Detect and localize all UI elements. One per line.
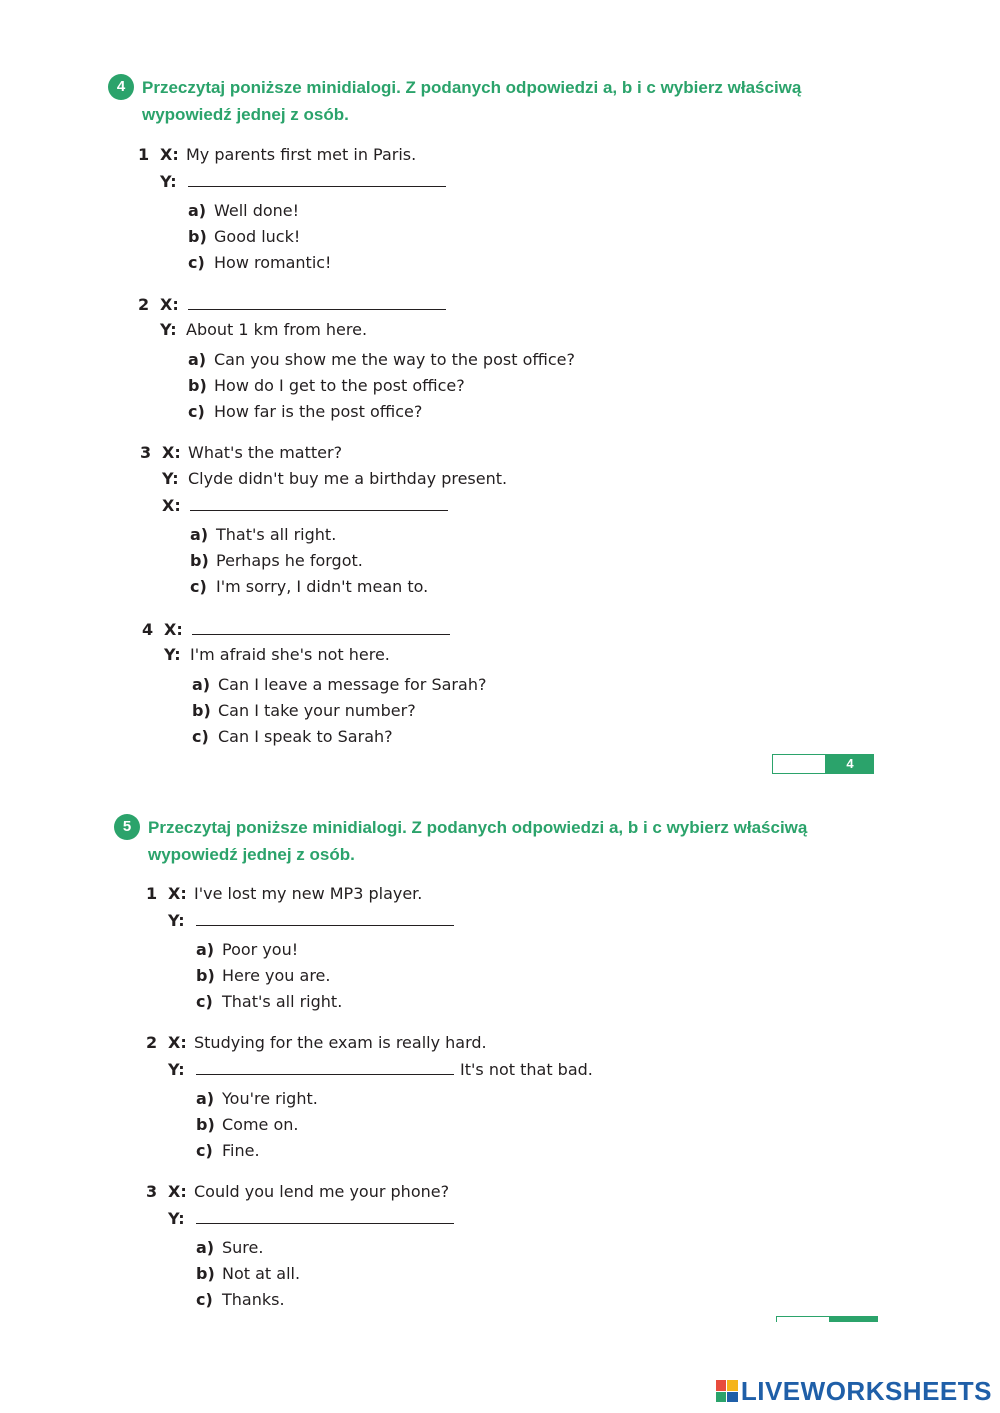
option-b[interactable]: b) Here you are. xyxy=(196,966,331,985)
item-number: 1 xyxy=(146,884,158,903)
dialog-line: Studying for the exam is really hard. xyxy=(194,1033,487,1052)
option-a[interactable]: a) Can you show me the way to the post office? xyxy=(188,350,575,369)
task-4-instruction: Przeczytaj poniższe minidialogi. Z podanych odpowiedzi a, b i c wybierz właściwą wypowiedź jednej z osób. xyxy=(142,78,802,124)
option-b[interactable]: b) How do I get to the post office? xyxy=(188,376,465,395)
option-c[interactable]: c) Can I speak to Sarah? xyxy=(192,727,393,746)
dialog-line: About 1 km from here. xyxy=(186,320,368,339)
speaker-y: Y: xyxy=(168,911,185,930)
speaker-x: X: xyxy=(160,295,179,314)
option-a[interactable]: a) That's all right. xyxy=(190,525,337,544)
item-number: 3 xyxy=(140,443,152,462)
options-list xyxy=(188,347,575,425)
task-4-item-1 xyxy=(138,142,452,276)
task-5-item-3 xyxy=(146,1179,460,1313)
item-number: 2 xyxy=(138,295,150,314)
speaker-y: Y: xyxy=(168,1060,185,1079)
option-c[interactable]: c) I'm sorry, I didn't mean to. xyxy=(190,577,429,596)
options-list xyxy=(188,198,452,276)
option-b[interactable]: b) Perhaps he forgot. xyxy=(190,551,363,570)
option-c[interactable]: c) Thanks. xyxy=(196,1290,285,1309)
dialog-line: My parents first met in Paris. xyxy=(186,145,417,164)
task-4-item-2 xyxy=(138,291,575,425)
answer-blank[interactable] xyxy=(192,616,450,635)
speaker-x: X: xyxy=(168,1033,187,1052)
task-4-number-badge: 4 xyxy=(108,74,134,100)
task-5-instruction: Przeczytaj poniższe minidialogi. Z podanych odpowiedzi a, b i c wybierz właściwą wypowiedź jednej z osób. xyxy=(148,818,808,864)
option-a[interactable]: a) You're right. xyxy=(196,1089,318,1108)
dialog-line: I've lost my new MP3 player. xyxy=(194,884,423,903)
task-4-score-box xyxy=(772,754,874,774)
liveworksheets-logo-icon xyxy=(716,1380,738,1402)
dialog-line: I'm afraid she's not here. xyxy=(190,645,390,664)
dialog-line: Could you lend me your phone? xyxy=(194,1182,450,1201)
answer-blank[interactable] xyxy=(188,168,446,187)
item-number: 1 xyxy=(138,145,150,164)
answer-blank[interactable] xyxy=(188,291,446,310)
speaker-y: Y: xyxy=(160,320,177,339)
options-list xyxy=(190,522,507,600)
dialog-line: What's the matter? xyxy=(188,443,343,462)
speaker-x: X: xyxy=(162,496,181,515)
speaker-y: Y: xyxy=(164,645,181,664)
options-list xyxy=(196,1235,460,1313)
answer-blank[interactable] xyxy=(190,492,448,511)
brand-watermark xyxy=(716,1377,992,1405)
task-5-item-1 xyxy=(146,881,460,1015)
answer-blank[interactable] xyxy=(196,1205,454,1224)
option-c[interactable]: c) That's all right. xyxy=(196,992,343,1011)
speaker-x: X: xyxy=(164,620,183,639)
task-5-number-badge: 5 xyxy=(114,814,140,840)
option-a[interactable]: a) Sure. xyxy=(196,1238,264,1257)
item-number: 2 xyxy=(146,1033,158,1052)
task-4-header xyxy=(108,74,862,128)
task-4-item-4 xyxy=(142,616,486,750)
speaker-y: Y: xyxy=(168,1209,185,1228)
score-max: 4 xyxy=(826,754,874,774)
option-a[interactable]: a) Poor you! xyxy=(196,940,299,959)
item-number: 3 xyxy=(146,1182,158,1201)
speaker-x: X: xyxy=(162,443,181,462)
option-b[interactable]: b) Can I take your number? xyxy=(192,701,416,720)
speaker-y: Y: xyxy=(162,469,179,488)
task-5-item-2 xyxy=(146,1030,593,1164)
score-field[interactable] xyxy=(772,754,826,774)
speaker-x: X: xyxy=(168,1182,187,1201)
speaker-y: Y: xyxy=(160,172,177,191)
option-b[interactable]: b) Not at all. xyxy=(196,1264,301,1283)
task-4-item-3 xyxy=(140,440,507,600)
score-max-cropped xyxy=(830,1316,878,1322)
speaker-x: X: xyxy=(160,145,179,164)
dialog-line: Clyde didn't buy me a birthday present. xyxy=(188,469,508,488)
option-b[interactable]: b) Good luck! xyxy=(188,227,301,246)
answer-blank[interactable] xyxy=(196,907,454,926)
item-number: 4 xyxy=(142,620,154,639)
option-b[interactable]: b) Come on. xyxy=(196,1115,299,1134)
option-c[interactable]: c) How far is the post office? xyxy=(188,402,423,421)
dialog-line: It's not that bad. xyxy=(460,1060,593,1079)
speaker-x: X: xyxy=(168,884,187,903)
option-a[interactable]: a) Can I leave a message for Sarah? xyxy=(192,675,487,694)
task-5-score-box xyxy=(776,1316,878,1322)
option-c[interactable]: c) Fine. xyxy=(196,1141,260,1160)
score-field[interactable] xyxy=(776,1316,830,1322)
options-list xyxy=(196,937,460,1015)
option-c[interactable]: c) How romantic! xyxy=(188,253,332,272)
brand-name: LIVEWORKSHEETS xyxy=(740,1376,992,1406)
options-list xyxy=(196,1086,593,1164)
answer-blank[interactable] xyxy=(196,1056,454,1075)
options-list xyxy=(192,672,486,750)
task-5-header xyxy=(114,814,868,868)
option-a[interactable]: a) Well done! xyxy=(188,201,300,220)
